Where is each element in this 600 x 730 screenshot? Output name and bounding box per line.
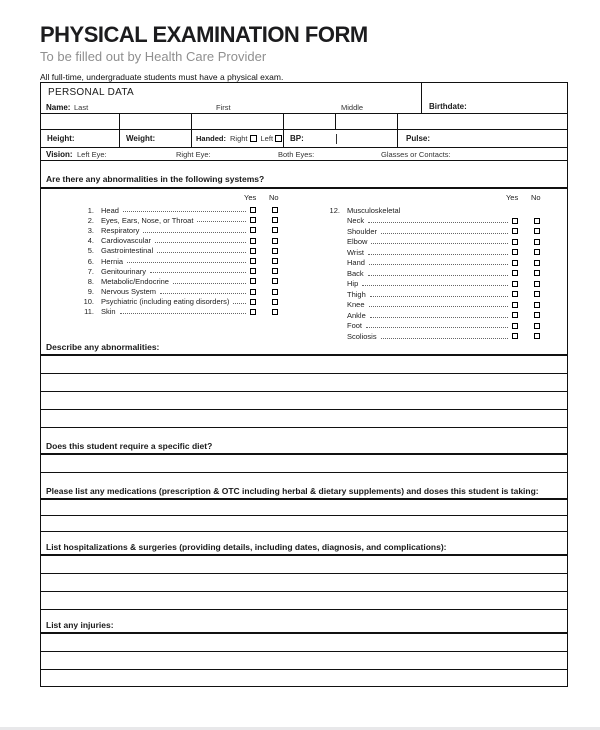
write-in-row[interactable]: [41, 592, 567, 610]
checkbox-no[interactable]: [534, 239, 540, 245]
dotted-leader: [370, 314, 508, 318]
page-subtitle: To be filled out by Health Care Provider: [40, 49, 267, 64]
system-label: Neck: [346, 216, 365, 226]
diet-question-header: Does this student require a specific diet?: [41, 442, 567, 455]
system-row: [325, 247, 567, 258]
system-label: Scoliosis: [346, 331, 377, 341]
bp-field[interactable]: [283, 130, 397, 147]
dotted-leader: [366, 324, 508, 328]
dotted-leader: [381, 230, 508, 234]
checkbox-no[interactable]: [534, 291, 540, 297]
write-in-row[interactable]: [41, 652, 567, 670]
injuries-header: List any injuries:: [41, 622, 567, 634]
describe-abnormalities-header: Describe any abnormalities:: [41, 341, 567, 356]
system-row: [325, 279, 567, 290]
checkbox-yes[interactable]: [512, 249, 518, 255]
vision-glasses-label: Glasses or Contacts:: [381, 150, 451, 159]
personal-data-left: [41, 83, 421, 113]
input-cell[interactable]: [41, 114, 119, 129]
checkbox-no[interactable]: [534, 281, 540, 287]
system-label: Knee: [346, 300, 365, 310]
system-row: [41, 215, 290, 225]
checkbox-no[interactable]: [272, 227, 278, 233]
musculoskeletal-sublist: [325, 216, 567, 342]
system-number: 2.: [87, 215, 94, 225]
system-row: [325, 237, 567, 248]
name-middle-label: Middle: [341, 103, 364, 112]
handed-right-checkbox[interactable]: [250, 135, 257, 142]
section-spacer: [41, 610, 567, 622]
checkbox-no[interactable]: [272, 238, 278, 244]
input-cell[interactable]: [335, 114, 397, 129]
weight-field[interactable]: [119, 130, 191, 147]
system-row: [41, 246, 290, 256]
dotted-leader: [127, 259, 246, 263]
systems-list-right: [325, 191, 567, 342]
hospitalizations-header: List hospitalizations & surgeries (providing details, including dates, diagnosis, and complications):: [41, 544, 567, 556]
height-label: Height:: [47, 134, 75, 143]
dotted-leader: [369, 303, 508, 307]
system-label: Foot: [346, 321, 362, 331]
system-number: 12.: [329, 205, 340, 215]
checkbox-yes[interactable]: [512, 333, 518, 339]
checkbox-no[interactable]: [272, 299, 278, 305]
checkbox-no[interactable]: [534, 312, 540, 318]
system-number: 11.: [84, 307, 94, 317]
checkbox-no[interactable]: [272, 207, 278, 213]
dotted-leader: [368, 272, 508, 276]
system-row: [325, 216, 567, 227]
system-number: 8.: [87, 276, 94, 286]
name-label: Name:: [46, 103, 71, 112]
vision-row[interactable]: [41, 147, 567, 160]
system-number: 9.: [87, 287, 94, 297]
checkbox-yes[interactable]: [512, 291, 518, 297]
systems-list-left: [41, 191, 290, 317]
name-first-label: First: [216, 103, 231, 112]
system-label: Elbow: [346, 237, 368, 247]
checkbox-yes[interactable]: [250, 217, 256, 223]
system-label: Shoulder: [346, 226, 378, 236]
system-number: 6.: [87, 256, 94, 266]
checkbox-yes[interactable]: [250, 227, 256, 233]
input-cell[interactable]: [283, 114, 335, 129]
checkbox-no[interactable]: [272, 289, 278, 295]
birthdate-label: Birthdate:: [429, 102, 467, 111]
yes-column-header: Yes: [244, 193, 257, 202]
dotted-leader: [371, 240, 508, 244]
section-spacer: [41, 473, 567, 487]
medications-header: Please list any medications (prescription & OTC including herbal & dietary supplements) and doses this student is taking:: [41, 487, 567, 500]
personal-data-heading: PERSONAL DATA: [48, 87, 134, 98]
input-cell[interactable]: [191, 114, 283, 129]
systems-column-left: [41, 191, 290, 341]
dotted-leader: [368, 219, 508, 223]
checkbox-no[interactable]: [534, 228, 540, 234]
system-label: Skin: [101, 307, 116, 317]
name-input-row: [41, 113, 567, 129]
system-label: Hip: [346, 279, 359, 289]
pulse-label: Pulse:: [406, 134, 431, 143]
checkbox-no[interactable]: [272, 258, 278, 264]
dotted-leader: [368, 251, 508, 255]
checkbox-yes[interactable]: [512, 239, 518, 245]
write-in-row[interactable]: [41, 455, 567, 473]
dotted-leader: [157, 249, 246, 253]
height-field[interactable]: [41, 130, 119, 147]
write-in-row[interactable]: [41, 670, 567, 685]
write-in-row[interactable]: [41, 374, 567, 392]
checkbox-yes[interactable]: [512, 270, 518, 276]
checkbox-no[interactable]: [534, 323, 540, 329]
system-row: [41, 266, 290, 276]
dotted-leader: [197, 218, 246, 222]
section-spacer: [41, 428, 567, 442]
dotted-leader: [233, 300, 246, 304]
write-in-row[interactable]: [41, 516, 567, 532]
system-label: Musculoskeletal: [346, 205, 401, 215]
dotted-leader: [369, 261, 508, 265]
checkbox-no[interactable]: [272, 248, 278, 254]
system-label: Cardiovascular: [101, 236, 152, 246]
dotted-leader: [150, 269, 246, 273]
system-row: [325, 258, 567, 269]
system-label: Respiratory: [101, 225, 140, 235]
dotted-leader: [155, 239, 246, 243]
checkbox-no[interactable]: [534, 270, 540, 276]
system-label: Wrist: [346, 247, 364, 257]
system-row: [41, 297, 290, 307]
dotted-leader: [143, 229, 246, 233]
checkbox-no[interactable]: [534, 302, 540, 308]
system-row: [41, 276, 290, 286]
system-label: Eyes, Ears, Nose, or Throat: [101, 215, 194, 225]
system-label: Genitourinary: [101, 266, 147, 276]
checkbox-yes[interactable]: [250, 248, 256, 254]
weight-label: Weight:: [126, 134, 156, 143]
no-column-header: No: [530, 193, 541, 202]
yes-column-header: Yes: [505, 193, 519, 202]
handed-left-label: Left: [260, 134, 274, 143]
write-in-row[interactable]: [41, 392, 567, 410]
dotted-leader: [381, 335, 508, 339]
system-row: [325, 300, 567, 311]
checkbox-yes[interactable]: [512, 260, 518, 266]
systems-column-right: [325, 191, 567, 341]
system-row: [41, 307, 290, 317]
system-row: [41, 256, 290, 266]
vision-label: Vision:: [46, 150, 73, 159]
system-number: 3.: [87, 225, 94, 235]
system-label: Ankle: [346, 310, 366, 320]
vision-right-eye-label: Right Eye:: [176, 150, 211, 159]
checkbox-no[interactable]: [272, 217, 278, 223]
write-in-row[interactable]: [41, 410, 567, 428]
checkbox-no[interactable]: [534, 260, 540, 266]
checkbox-yes[interactable]: [250, 299, 256, 305]
system-row: [325, 268, 567, 279]
dotted-leader: [120, 310, 246, 314]
system-label: Hernia: [101, 256, 124, 266]
checkbox-yes[interactable]: [250, 289, 256, 295]
write-in-row[interactable]: [41, 556, 567, 574]
vitals-row: [41, 129, 567, 147]
form-header: [40, 24, 568, 82]
checkbox-no[interactable]: [272, 268, 278, 274]
bp-label: BP:: [290, 134, 304, 143]
write-in-row[interactable]: [41, 356, 567, 374]
system-number: 1.: [87, 205, 94, 215]
system-row: [325, 310, 567, 321]
handed-left-checkbox[interactable]: [275, 135, 282, 142]
birthdate-cell[interactable]: [421, 83, 567, 113]
system-label: Nervous System: [101, 287, 157, 297]
write-in-row[interactable]: [41, 574, 567, 592]
system-label: Head: [101, 205, 119, 215]
system-label: Hand: [346, 258, 365, 268]
checkbox-yes[interactable]: [250, 258, 256, 264]
handed-right-label: Right: [230, 134, 248, 143]
vision-left-eye-label: Left Eye:: [77, 150, 107, 159]
system-number: 5.: [87, 246, 94, 256]
system-label: Metabolic/Endocrine: [101, 276, 169, 286]
checkbox-yes[interactable]: [250, 278, 256, 284]
dotted-leader: [370, 293, 508, 297]
write-in-row[interactable]: [41, 634, 567, 652]
checkbox-yes[interactable]: [512, 302, 518, 308]
systems-checklist: [41, 189, 567, 341]
vision-both-eyes-label: Both Eyes:: [278, 150, 315, 159]
page-title: PHYSICAL EXAMINATION FORM: [40, 22, 368, 47]
musculoskeletal-group-row: [325, 205, 567, 216]
system-label: Thigh: [346, 289, 366, 299]
checkbox-yes[interactable]: [250, 309, 256, 315]
system-label: Gastrointestinal: [101, 246, 154, 256]
system-label: Back: [346, 268, 364, 278]
system-label: Psychiatric (including eating disorders): [101, 297, 230, 307]
checkbox-yes[interactable]: [250, 238, 256, 244]
dotted-leader: [362, 282, 508, 286]
dotted-leader: [173, 280, 246, 284]
pulse-field[interactable]: [397, 130, 567, 147]
system-row: [325, 331, 567, 342]
checkbox-yes[interactable]: [512, 323, 518, 329]
checkbox-yes[interactable]: [512, 218, 518, 224]
system-number: 10.: [83, 297, 94, 307]
checkbox-no[interactable]: [272, 278, 278, 284]
write-in-row[interactable]: [41, 500, 567, 516]
system-number: 4.: [87, 236, 94, 246]
checkbox-yes[interactable]: [250, 268, 256, 274]
checkbox-no[interactable]: [534, 249, 540, 255]
system-row: [325, 321, 567, 332]
checkbox-no[interactable]: [534, 333, 540, 339]
checkbox-yes[interactable]: [512, 312, 518, 318]
system-row: [325, 226, 567, 237]
input-cell[interactable]: [119, 114, 191, 129]
form-body: [40, 82, 568, 687]
checkbox-yes[interactable]: [250, 207, 256, 213]
no-column-header: No: [269, 193, 279, 202]
system-row: [325, 289, 567, 300]
checkbox-no[interactable]: [272, 309, 278, 315]
checkbox-yes[interactable]: [512, 228, 518, 234]
systems-question-header: Are there any abnormalities in the following systems?: [41, 160, 567, 189]
handed-field: [191, 130, 283, 147]
dotted-leader: [160, 290, 246, 294]
eligibility-note: All full-time, undergraduate students must have a physical exam.: [40, 72, 284, 82]
checkbox-yes[interactable]: [512, 281, 518, 287]
name-last-label: Last: [74, 103, 89, 112]
system-row: [41, 236, 290, 246]
handed-label: Handed:: [196, 134, 226, 143]
system-row: [41, 287, 290, 297]
bp-divider-tick: [336, 134, 337, 144]
input-cell[interactable]: [397, 114, 567, 129]
system-row: [41, 205, 290, 215]
personal-data-block: [41, 83, 567, 113]
system-number: 7.: [87, 266, 94, 276]
dotted-leader: [123, 208, 246, 212]
checkbox-no[interactable]: [534, 218, 540, 224]
system-row: [41, 225, 290, 235]
